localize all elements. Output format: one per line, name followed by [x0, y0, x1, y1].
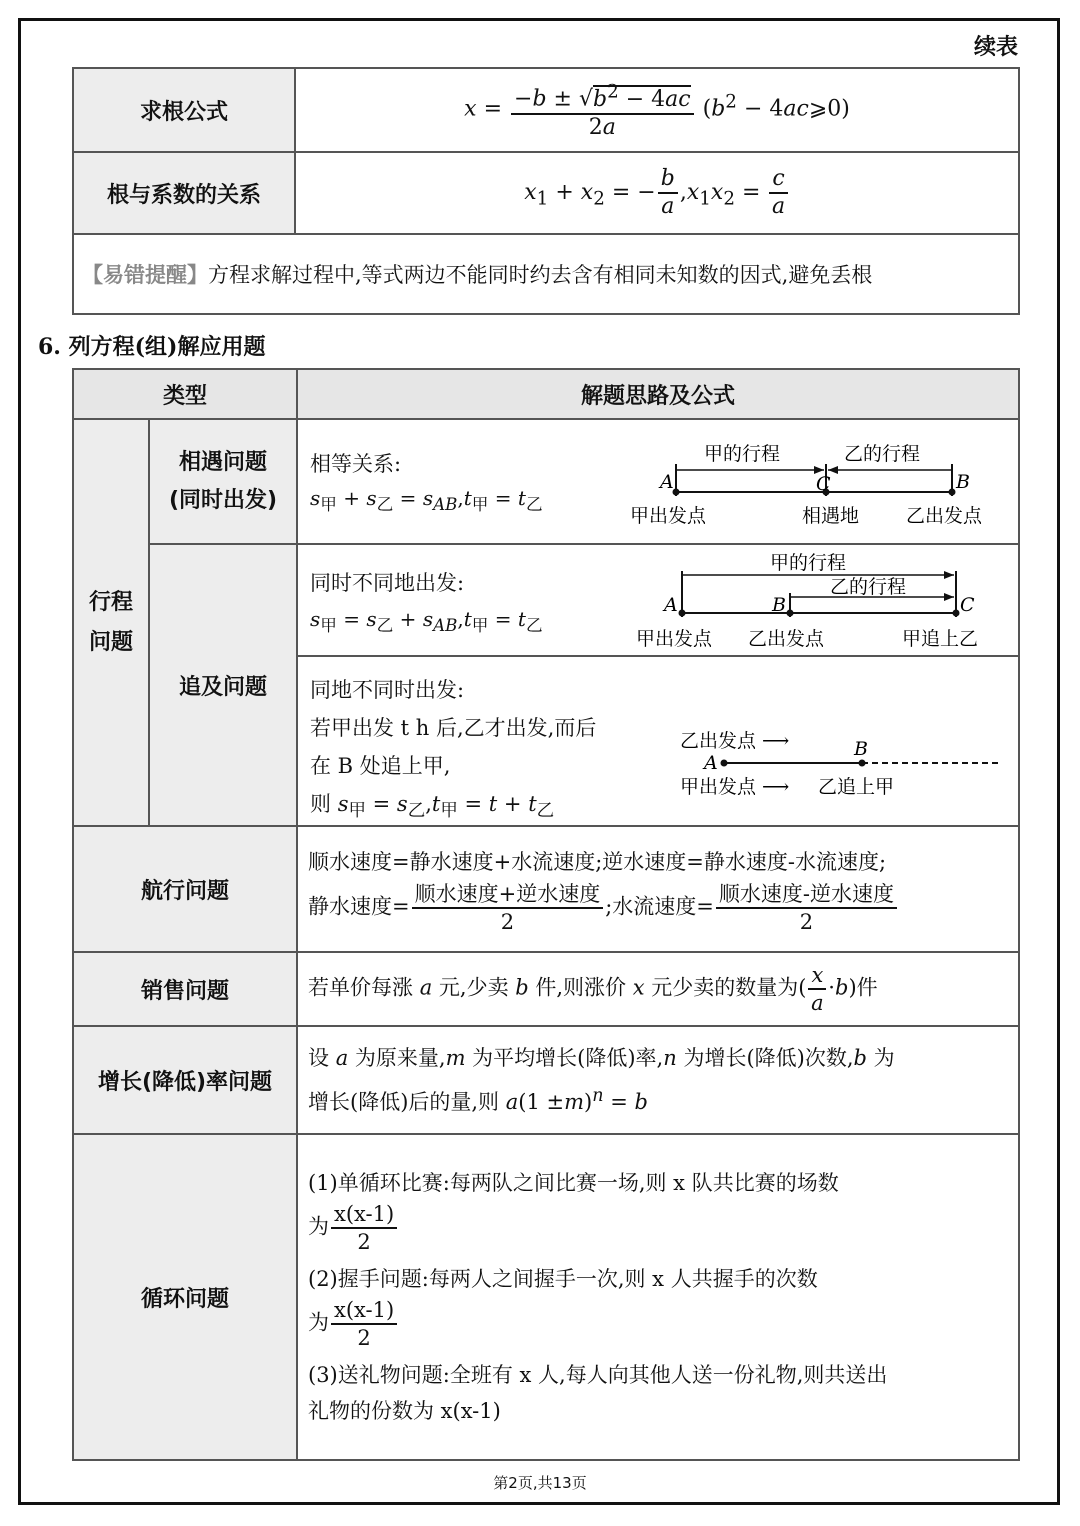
chase1-catch: 甲追上乙	[902, 628, 979, 650]
meet-yi-start: 乙出发点	[906, 505, 983, 527]
application-table	[72, 368, 1020, 1461]
svg-text:⟶: ⟶	[762, 730, 790, 752]
chase2-yi-start: 乙出发点	[680, 730, 757, 752]
growth-cell: 设 a 为原来量,m 为平均增长(降低)率,n 为增长(降低)次数,b 为 增长(降低)后的量,则 $a(1 \pm m)^n = b$	[297, 1026, 1019, 1134]
meet-point-c: C	[816, 473, 831, 495]
cycle-item3b: 礼物的份数为 x(x-1)	[308, 1399, 501, 1423]
chase1-yi-route: 乙的行程	[830, 576, 907, 598]
meet-jia-start: 甲出发点	[630, 505, 707, 527]
tip-row	[73, 234, 1019, 314]
growth-label: 增长(降低)率问题	[73, 1026, 297, 1134]
tip-text: 方程求解过程中,等式两边不能同时约去含有相同未知数的因式,避免丢根	[208, 263, 873, 287]
chase-case1-cell	[297, 544, 1019, 656]
chase1-jia-start: 甲出发点	[636, 628, 713, 650]
tip-tag: 【易错提醒】	[82, 262, 208, 287]
cycle-item1-frac: 为 $\frac{x(x-1)}{2}$	[308, 1201, 1008, 1255]
sail-line1: 顺水速度=静水速度+水流速度;逆水速度=静水速度-水流速度;	[308, 850, 887, 874]
sale-label: 销售问题	[73, 952, 297, 1026]
chase1-point-b: B	[772, 594, 786, 616]
vieta-formula: $x_1 + x_2$ = − $\frac{b}{a}$ $,x_1x_2$ = $\frac{c}{a}$	[295, 152, 1019, 234]
chase-label: 追及问题	[149, 544, 297, 826]
chase2-point-a: A	[704, 752, 718, 774]
cycle-item2: (2)握手问题:每两人之间握手一次,则 x 人共握手的次数	[308, 1267, 818, 1291]
cycle-cell	[297, 1134, 1019, 1460]
chase-case2-cell	[297, 656, 1019, 826]
meet-point-b: B	[956, 471, 970, 493]
sail-line2: 静水速度= $\frac{\text{顺水速度+逆水速度}}{2}$ ;水流速度= $\frac{\text{顺水速度-逆水速度}}{2}$	[308, 881, 1008, 935]
cycle-item2-frac: 为 $\frac{x(x-1)}{2}$	[308, 1297, 1008, 1351]
chase2-point-b: B	[854, 738, 868, 760]
meet-diagram	[626, 436, 1006, 536]
formula-table	[72, 67, 1020, 315]
svg-text:⟶: ⟶	[762, 776, 790, 798]
vieta-label: 根与系数的关系	[73, 152, 295, 234]
meet-place: 相遇地	[802, 505, 860, 527]
sail-cell	[297, 826, 1019, 952]
chase-case1-diagram	[634, 551, 1004, 655]
continued-label: 续表	[973, 34, 1018, 60]
meet-relation-title: 相等关系:	[310, 452, 402, 476]
cycle-label: 循环问题	[73, 1134, 297, 1460]
chase2-catch: 乙追上甲	[818, 776, 895, 798]
chase-case1-title: 同时不同地出发:	[310, 571, 465, 595]
chase-case2-formula: 则 $s_甲 = s_乙,t_甲 = t + t_乙$	[310, 792, 555, 822]
meet-formula: $s_甲 + s_乙 = s_{AB},t_甲 = t_乙$	[310, 486, 543, 514]
chase1-yi-start: 乙出发点	[748, 628, 825, 650]
meet-point-a: A	[660, 471, 674, 493]
meet-cell	[297, 419, 1019, 544]
type-header: 类型	[73, 369, 297, 419]
chase1-jia-route: 甲的行程	[770, 552, 847, 574]
sale-cell: 若单价每涨 a 元,少卖 b 件,则涨价 x 元少卖的数量为( $\frac{x}{a}$ ·b)件	[297, 952, 1019, 1026]
meet-label: 相遇问题 (同时出发)	[149, 419, 297, 544]
chase-case1-formula: $s_甲 = s_乙 + s_{AB},t_甲 = t_乙$	[310, 607, 543, 635]
meet-jia-route: 甲的行程	[704, 443, 781, 465]
travel-label: 行程问题	[73, 419, 149, 826]
sail-label: 航行问题	[73, 826, 297, 952]
chase1-point-a: A	[664, 594, 678, 616]
chase-case2-text: 同地不同时出发: 若甲出发 t h 后,乙才出发,而后 在 B 处追上甲, 则 $s_甲 = s_乙,t_甲 = t + t_乙$	[310, 671, 596, 830]
section-title: 6. 列方程(组)解应用题	[38, 334, 266, 360]
page-footer: 第2页,共13页	[493, 1474, 587, 1492]
meet-yi-route: 乙的行程	[844, 443, 921, 465]
method-header: 解题思路及公式	[297, 369, 1019, 419]
chase1-point-c: C	[960, 594, 975, 616]
cycle-item1: (1)单循环比赛:每两队之间比赛一场,则 x 队共比赛的场数	[308, 1171, 839, 1195]
chase-case2-diagram	[676, 719, 1006, 809]
root-formula-label: 求根公式	[73, 68, 295, 152]
chase2-jia-start: 甲出发点	[680, 776, 757, 798]
cycle-item3: (3)送礼物问题:全班有 x 人,每人向其他人送一份礼物,则共送出	[308, 1363, 888, 1387]
root-formula: x = $\frac{-b \pm √b^2 - 4ac}{2a}$ ($b^2$ − 4ac⩾0)	[295, 68, 1019, 152]
